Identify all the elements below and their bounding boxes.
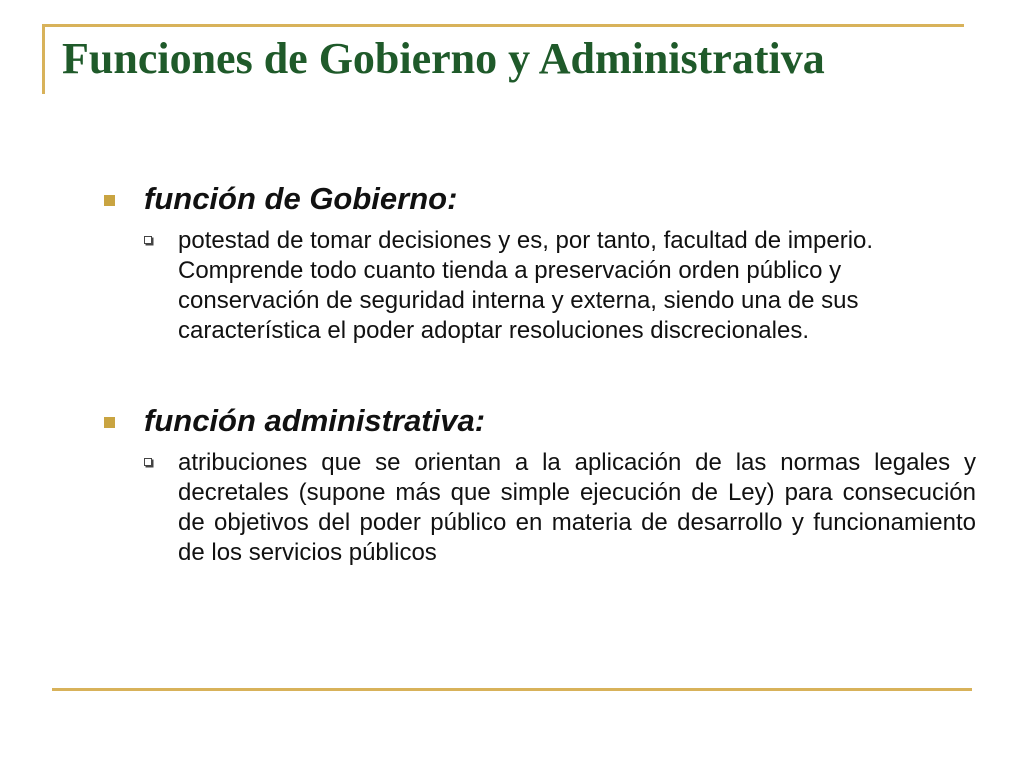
left-accent-line	[42, 24, 45, 94]
bottom-accent-line	[52, 688, 972, 691]
top-accent-line	[42, 24, 964, 27]
square-bullet-icon	[104, 195, 115, 206]
slide-title: Funciones de Gobierno y Administrativa	[62, 34, 825, 83]
section-gobierno	[100, 176, 976, 222]
square-bullet-icon	[104, 417, 115, 428]
slide-content	[100, 176, 976, 568]
hollow-square-bullet-icon	[144, 236, 152, 244]
section-heading: función de Gobierno:	[144, 181, 458, 216]
section-gobierno-detail	[100, 226, 976, 346]
section-body-text: potestad de tomar decisiones y es, por tanto, facultad de imperio. Comprende todo cuanto tienda a preservación orden público y conservación de seguridad interna y externa, siendo una de sus característica el poder adoptar resoluciones discrecionales.	[178, 227, 874, 344]
section-administrativa	[100, 398, 976, 444]
hollow-square-bullet-icon	[144, 458, 152, 466]
section-administrativa-detail	[100, 448, 976, 568]
section-heading: función administrativa:	[144, 403, 486, 438]
section-body-text: atribuciones que se orientan a la aplicación de las normas legales y decretales (supone más que simple ejecución de Ley) para consecución de objetivos del poder público en materia de desarrollo y funcionamiento de los servicios públicos	[178, 449, 976, 566]
